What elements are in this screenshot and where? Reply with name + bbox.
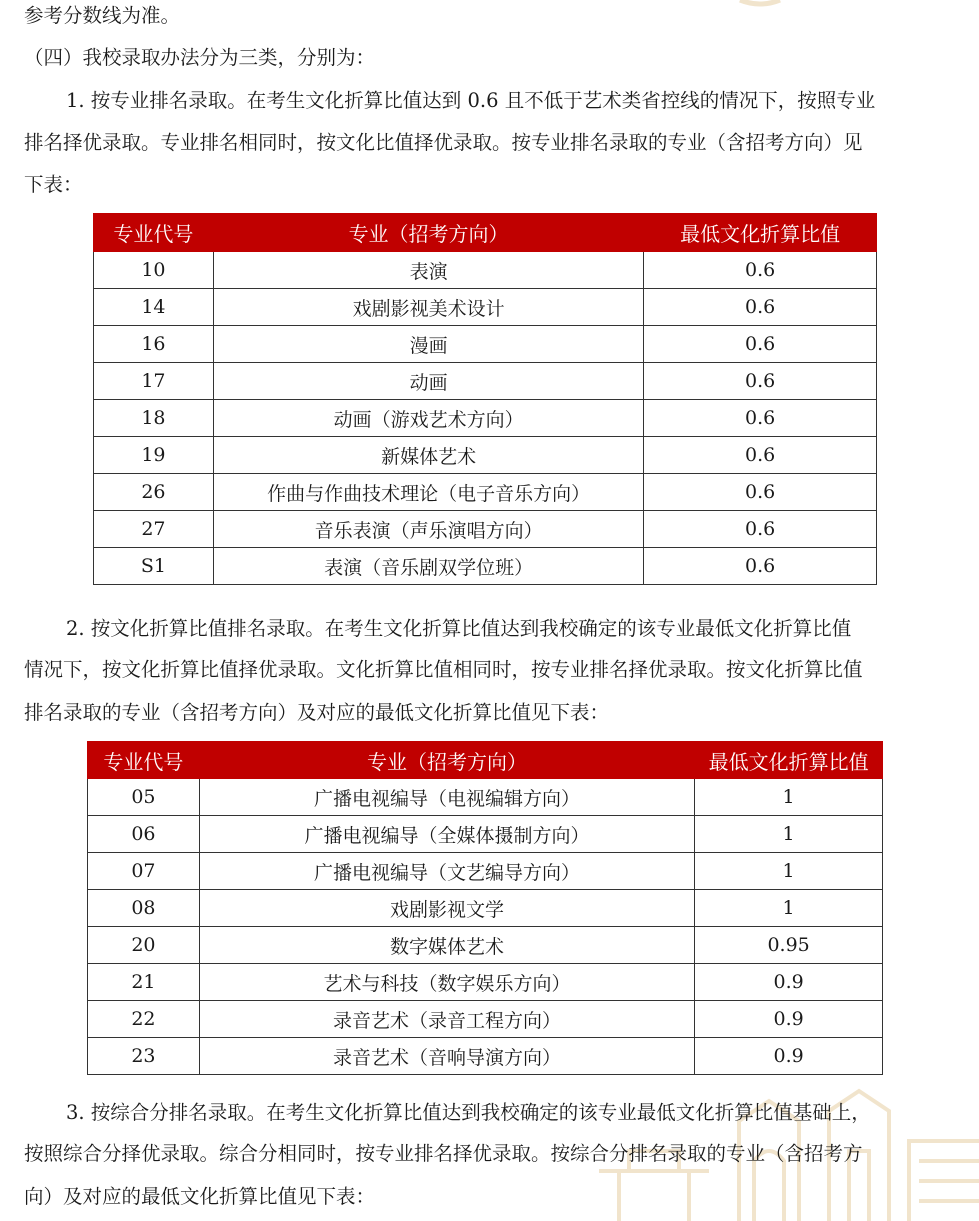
cell-ratio: 0.9 <box>695 964 883 1001</box>
cell-ratio: 1 <box>695 853 883 890</box>
cell-code: 05 <box>88 779 200 816</box>
cell-code: 18 <box>94 400 214 437</box>
cell-code: 26 <box>94 474 214 511</box>
cell-major: 动画 <box>213 363 643 400</box>
cell-ratio: 0.6 <box>644 511 877 548</box>
paragraph-line: 排名录取的专业（含招考方向）及对应的最低文化折算比值见下表： <box>24 701 610 724</box>
header-code: 专业代号 <box>94 214 214 252</box>
cell-major: 录音艺术（录音工程方向） <box>199 1001 694 1038</box>
paragraph-line: 1. 按专业排名录取。在考生文化折算比值达到 0.6 且不低于艺术类省控线的情况下，按照专业 <box>66 89 876 112</box>
cell-major: 广播电视编导（电视编辑方向） <box>199 779 694 816</box>
cell-major: 录音艺术（音响导演方向） <box>199 1038 694 1075</box>
cell-ratio: 0.95 <box>695 927 883 964</box>
header-code: 专业代号 <box>88 742 200 779</box>
table-row <box>94 474 877 511</box>
table-header-row <box>88 742 883 779</box>
paragraph-line: 下表： <box>24 173 83 196</box>
cell-major: 表演 <box>213 252 643 289</box>
cell-major: 数字媒体艺术 <box>199 927 694 964</box>
cell-code: 23 <box>88 1038 200 1075</box>
table-row <box>94 363 877 400</box>
header-min-ratio: 最低文化折算比值 <box>644 214 877 252</box>
cell-code: 22 <box>88 1001 200 1038</box>
cell-major: 艺术与科技（数字娱乐方向） <box>199 964 694 1001</box>
header-major: 专业（招考方向） <box>213 214 643 252</box>
cell-ratio: 1 <box>695 779 883 816</box>
header-major: 专业（招考方向） <box>199 742 694 779</box>
table-row <box>88 853 883 890</box>
cell-ratio: 0.6 <box>644 252 877 289</box>
paragraph-line: 3. 按综合分排名录取。在考生文化折算比值达到我校确定的该专业最低文化折算比值基础上， <box>66 1101 871 1124</box>
header-min-ratio: 最低文化折算比值 <box>695 742 883 779</box>
cell-ratio: 1 <box>695 816 883 853</box>
cell-code: 20 <box>88 927 200 964</box>
cell-code: 10 <box>94 252 214 289</box>
paragraph-line: 2. 按文化折算比值排名录取。在考生文化折算比值达到我校确定的该专业最低文化折算比值 <box>66 617 852 640</box>
table-row <box>94 252 877 289</box>
table-row <box>94 400 877 437</box>
paragraph-line: 向）及对应的最低文化折算比值见下表： <box>24 1185 376 1208</box>
cell-ratio: 0.9 <box>695 1038 883 1075</box>
cell-code: 19 <box>94 437 214 474</box>
cell-major: 广播电视编导（全媒体摄制方向） <box>199 816 694 853</box>
table-major-ranking <box>93 213 877 585</box>
section-heading: （四）我校录取办法分为三类，分别为： <box>24 46 376 69</box>
cell-code: 17 <box>94 363 214 400</box>
cell-code: 21 <box>88 964 200 1001</box>
cell-code: S1 <box>94 548 214 585</box>
cell-code: 27 <box>94 511 214 548</box>
cell-major: 动画（游戏艺术方向） <box>213 400 643 437</box>
cell-major: 漫画 <box>213 326 643 363</box>
cell-code: 07 <box>88 853 200 890</box>
cell-ratio: 0.6 <box>644 437 877 474</box>
table-culture-ratio-ranking <box>87 741 883 1075</box>
cell-major: 戏剧影视文学 <box>199 890 694 927</box>
table-row <box>94 326 877 363</box>
paragraph-line: 参考分数线为准。 <box>24 4 181 27</box>
table-row <box>88 927 883 964</box>
cell-code: 06 <box>88 816 200 853</box>
table-row <box>88 890 883 927</box>
table-row <box>88 816 883 853</box>
cell-code: 14 <box>94 289 214 326</box>
cell-major: 戏剧影视美术设计 <box>213 289 643 326</box>
cell-code: 16 <box>94 326 214 363</box>
cell-major: 新媒体艺术 <box>213 437 643 474</box>
cell-ratio: 0.6 <box>644 474 877 511</box>
paragraph-line: 情况下，按文化折算比值择优录取。文化折算比值相同时，按专业排名择优录取。按文化折算比值 <box>24 658 863 681</box>
table-row <box>94 548 877 585</box>
cell-ratio: 0.9 <box>695 1001 883 1038</box>
table-row <box>88 779 883 816</box>
cell-code: 08 <box>88 890 200 927</box>
cell-major: 广播电视编导（文艺编导方向） <box>199 853 694 890</box>
paragraph-line: 排名择优录取。专业排名相同时，按文化比值择优录取。按专业排名录取的专业（含招考方向）见 <box>24 131 863 154</box>
cell-major: 表演（音乐剧双学位班） <box>213 548 643 585</box>
table-header-row <box>94 214 877 252</box>
cell-ratio: 0.6 <box>644 289 877 326</box>
cell-ratio: 0.6 <box>644 400 877 437</box>
paragraph-line: 按照综合分择优录取。综合分相同时，按专业排名择优录取。按综合分排名录取的专业（含招考方 <box>24 1142 863 1165</box>
cell-major: 音乐表演（声乐演唱方向） <box>213 511 643 548</box>
cell-ratio: 0.6 <box>644 326 877 363</box>
table-row <box>88 964 883 1001</box>
table-row <box>94 437 877 474</box>
cell-major: 作曲与作曲技术理论（电子音乐方向） <box>213 474 643 511</box>
cell-ratio: 1 <box>695 890 883 927</box>
table-row <box>94 289 877 326</box>
table-row <box>88 1038 883 1075</box>
cell-ratio: 0.6 <box>644 548 877 585</box>
cell-ratio: 0.6 <box>644 363 877 400</box>
table-row <box>94 511 877 548</box>
table-row <box>88 1001 883 1038</box>
